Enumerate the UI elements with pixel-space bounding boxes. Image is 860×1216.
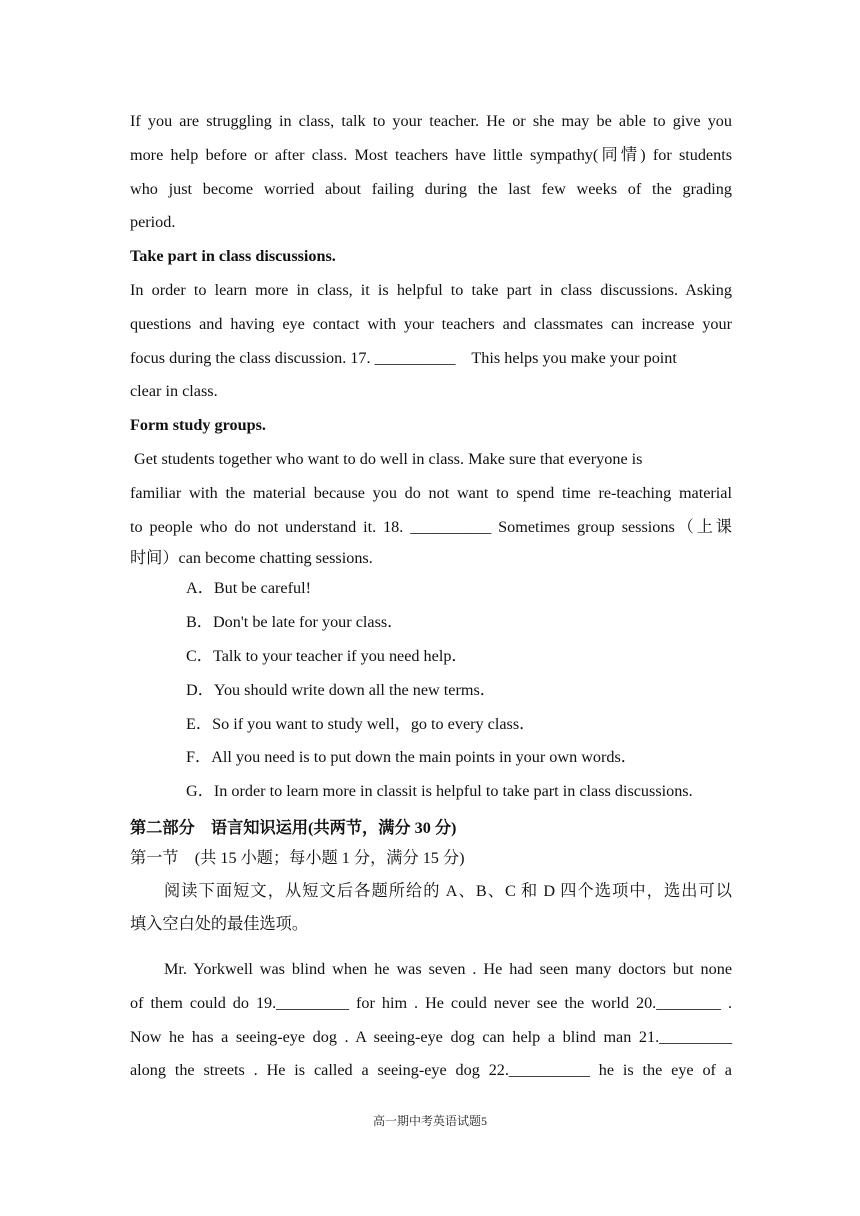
option-b: B．Don't be late for your class． (186, 613, 404, 632)
section-one-heading: 第一节 (共 15 小题；每小题 1 分，满分 15 分) (130, 848, 465, 867)
answer-options (130, 572, 732, 809)
page-footer: 高一期中考英语试题5 (372, 1114, 487, 1128)
paragraph-class-discussions (130, 274, 732, 409)
text-line: who just become worried about failing during the last few weeks of the grading (130, 179, 732, 198)
text-line: Get students together who want to do well in class. Make sure that everyone is (130, 449, 643, 468)
story-line: of them could do 19._________ for him . He could never see the world 20.________ . (130, 993, 732, 1012)
text-line: clear in class. (130, 382, 218, 401)
part-two-heading: 第二部分 语言知识运用(共两节，满分 30 分) (130, 818, 457, 837)
page-content (130, 105, 732, 1088)
text-line-blank-18: to people who do not understand it. 18. __________ Sometimes group sessions（上课 (130, 517, 732, 536)
heading-class-discussions: Take part in class discussions. (130, 247, 336, 266)
paragraph-study-groups (130, 443, 732, 572)
text-line: In order to learn more in class, it is helpful to take part in class discussions. Asking (130, 280, 732, 299)
option-e: E．So if you want to study well，go to every class． (186, 714, 536, 733)
option-d: D．You should write down all the new terms． (186, 680, 496, 699)
story-line: along the streets . He is called a seeing-eye dog 22.__________ he is the eye of a (130, 1061, 732, 1080)
cloze-story (130, 953, 732, 1088)
paragraph-talk-to-teacher (130, 105, 732, 240)
instructions (130, 873, 732, 939)
instruction-line: 阅读下面短文，从短文后各题所给的 A、B、C 和 D 四个选项中，选出可以 (164, 881, 732, 900)
text-line: questions and having eye contact with your teachers and classmates can increase your (130, 314, 732, 333)
option-c: C．Talk to your teacher if you need help． (186, 646, 468, 665)
text-line: familiar with the material because you do not want to spend time re-teaching material (130, 483, 732, 502)
story-line: Now he has a seeing-eye dog . A seeing-eye dog can help a blind man 21._________ (130, 1027, 732, 1046)
text-line: period. (130, 213, 176, 232)
text-line: If you are struggling in class, talk to your teacher. He or she may be able to give you (130, 112, 732, 130)
text-line: 时间）can become chatting sessions. (130, 549, 373, 568)
spacer (130, 939, 732, 953)
text-line-blank-17: focus during the class discussion. 17. __________ This helps you make your point (130, 348, 677, 367)
option-f: F．All you need is to put down the main points in your own words． (186, 748, 637, 767)
heading-study-groups: Form study groups. (130, 416, 266, 435)
option-a: A．But be careful! (186, 579, 311, 598)
story-line: Mr. Yorkwell was blind when he was seven . He had seen many doctors but none (164, 959, 732, 978)
text-line: more help before or after class. Most teachers have little sympathy(同情) for students (130, 145, 732, 164)
option-g: G．In order to learn more in classit is helpful to take part in class discussions. (186, 782, 693, 801)
instruction-line: 填入空白处的最佳选项。 (130, 914, 309, 933)
